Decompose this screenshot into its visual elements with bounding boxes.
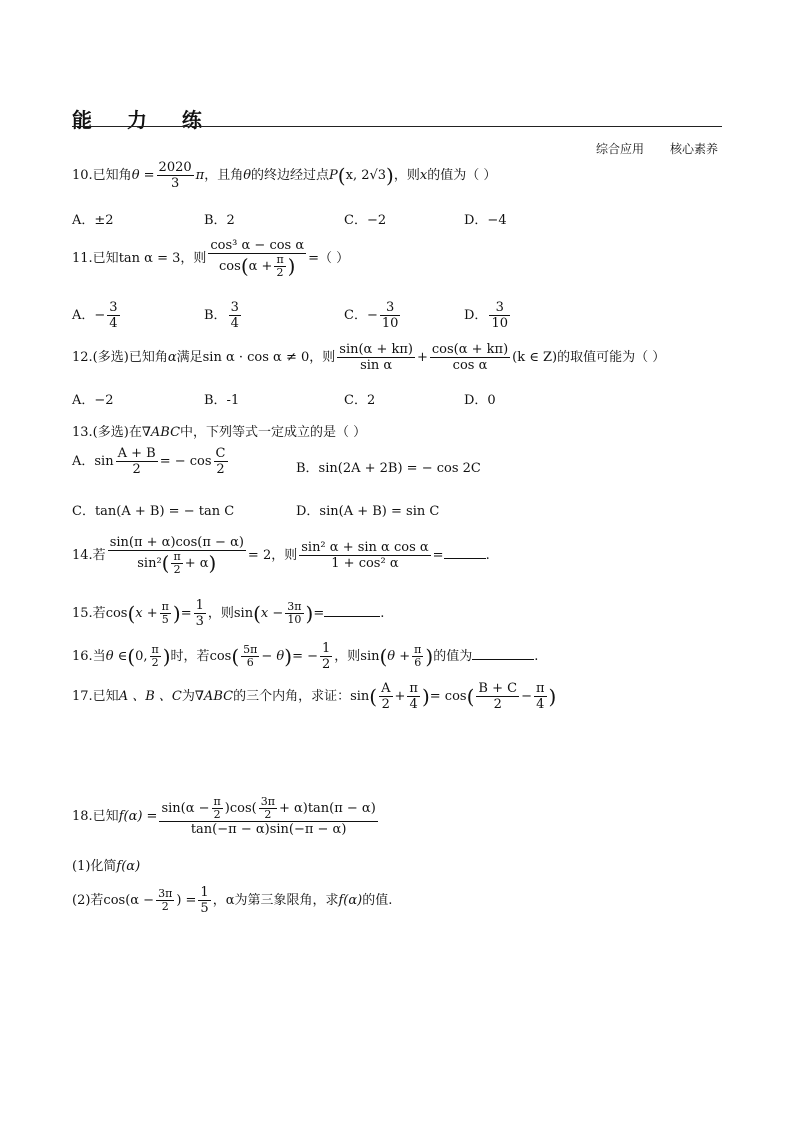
q14-den: sin²( $\frac{\pi}{2}$ + α) bbox=[137, 550, 217, 576]
q10-middle2: 的终边经过点 bbox=[251, 168, 330, 183]
q10-theta-eq: θ = bbox=[131, 168, 155, 183]
q16-theta-in: θ ∈ bbox=[105, 649, 128, 664]
q14-num: sin(π + α)cos(π − α) bbox=[109, 535, 244, 550]
q10-tail: ，则 bbox=[393, 168, 420, 183]
q16-minus-theta: − θ bbox=[261, 649, 285, 664]
q17-minus: − bbox=[521, 689, 532, 704]
q13-option-d: D．sin(A + B) = sin C bbox=[296, 504, 440, 519]
q11-b-label: B． bbox=[204, 308, 227, 323]
q12-k: (k ∈ Z) bbox=[512, 350, 558, 365]
q16-two2: 2 bbox=[321, 657, 331, 672]
q18-den: tan(−π − α)sin(−π − α) bbox=[190, 822, 347, 837]
q12-option-c: C．2 bbox=[344, 393, 376, 408]
q17-sin: sin bbox=[350, 689, 370, 704]
q10-middle: ，且角 bbox=[204, 168, 244, 183]
question-18 bbox=[72, 796, 380, 837]
q17-frac2 bbox=[407, 681, 420, 712]
q14-mid: ，则 bbox=[271, 548, 298, 563]
q13-a-den: 2 bbox=[132, 462, 141, 477]
q17-triangle: ∇ABC bbox=[194, 689, 234, 704]
q15-eq2: = bbox=[313, 606, 325, 621]
q12-prefix: 12.(多选)已知角 bbox=[72, 350, 168, 365]
q16-cos: cos bbox=[209, 649, 232, 664]
q15-frac1 bbox=[160, 601, 171, 626]
q18-part2-two: 2 bbox=[161, 900, 169, 913]
question-12 bbox=[72, 342, 665, 373]
q17-mid2: 的三个内角，求证： bbox=[233, 689, 351, 704]
q12-cond: sin α · cos α ≠ 0 bbox=[202, 350, 310, 365]
q16-frac3 bbox=[320, 641, 332, 672]
q16-pi2: π bbox=[414, 643, 422, 656]
q13-a-mid: = − cos bbox=[159, 454, 212, 469]
q11-den: cos(α + $\frac{\pi}{2}$ ) bbox=[219, 253, 296, 279]
q17-plus: + bbox=[394, 689, 406, 704]
q12-plus: + bbox=[416, 350, 428, 365]
q18-part2-eq: ) = bbox=[176, 893, 197, 908]
question-15: 15.若cos(x + $\frac{\pi}{5}$ )= $\frac{1}{3}$ ，则sin(x − $\frac{3\pi}{10}$ )= . bbox=[72, 598, 385, 629]
q16-answer-blank[interactable] bbox=[472, 658, 534, 660]
q10-point-coords: x, 2√3 bbox=[345, 168, 387, 183]
q16-end-text: 的值为 bbox=[433, 649, 473, 664]
q17-two2: 2 bbox=[493, 697, 502, 712]
q12-f1-num: sin(α + kπ) bbox=[339, 342, 413, 357]
q10-option-b: B．2 bbox=[204, 213, 235, 228]
q14-den-sin: sin² bbox=[137, 556, 162, 571]
q16-six2: 6 bbox=[414, 656, 422, 669]
q10-point: P bbox=[329, 168, 338, 183]
question-10: 10.已知角θ = $\frac{2020}{3}$ π，且角θ的终边经过点P(x, 2√3)，则x的值为（ ） bbox=[72, 160, 497, 191]
q17-four: 4 bbox=[409, 697, 418, 712]
q14-eq: = 2 bbox=[247, 548, 272, 563]
q12-end: 的取值可能为（ ） bbox=[557, 350, 666, 365]
q15-frac3 bbox=[285, 601, 303, 626]
q12-frac2 bbox=[430, 342, 510, 373]
q18-num-c: + α)tan(π − α) bbox=[278, 801, 376, 816]
q11-a-label: A．− bbox=[72, 308, 106, 323]
q13-a-den2: 2 bbox=[216, 462, 225, 477]
q14-prefix: 14.若 bbox=[72, 548, 106, 563]
q18-num-two-b: 2 bbox=[264, 808, 272, 821]
q11-c-den: 10 bbox=[381, 316, 399, 331]
q12-alpha: α bbox=[167, 350, 177, 365]
q16-eq: = − bbox=[292, 649, 318, 664]
q18-f: f(α) = bbox=[118, 809, 158, 824]
q18-part1 bbox=[72, 855, 140, 874]
q15-x2: x − bbox=[260, 606, 284, 621]
q15-ten: 10 bbox=[287, 613, 302, 626]
q16-mid2: ，则 bbox=[334, 649, 361, 664]
q15-cos: cos bbox=[105, 606, 128, 621]
q11-d-num: 3 bbox=[489, 300, 510, 316]
question-16: 16.当θ ∈(0, $\frac{\pi}{2}$ )时，若cos( $\frac{5\pi}{6}$ − θ)= − $\frac{1}{2}$ ，则sin(θ + $\frac{\pi}{6}$ )的值为 . bbox=[72, 641, 539, 672]
q12-frac1 bbox=[337, 342, 415, 373]
q16-six: 6 bbox=[246, 656, 254, 669]
q17-mid: 为 bbox=[181, 689, 195, 704]
q14-den-frac bbox=[171, 551, 182, 576]
q15-answer-blank[interactable] bbox=[324, 615, 380, 617]
q13-a-num: A + B bbox=[117, 446, 156, 461]
q11-end: =（ ） bbox=[308, 251, 350, 266]
q11-option-c bbox=[344, 300, 402, 331]
q15-prefix: 15.若 bbox=[72, 606, 106, 621]
q17-four2: 4 bbox=[536, 697, 545, 712]
q16-two: 2 bbox=[151, 656, 159, 669]
q11-option-b bbox=[204, 300, 243, 331]
q17-pi2: π bbox=[535, 681, 545, 696]
q18-num bbox=[159, 796, 377, 822]
q17-pi: π bbox=[409, 681, 418, 696]
q18-part2-frac1 bbox=[156, 888, 174, 913]
q15-one: 1 bbox=[195, 598, 204, 613]
q18-part2-five: 5 bbox=[200, 901, 209, 916]
q15-eq: = bbox=[180, 606, 192, 621]
q16-one: 1 bbox=[321, 641, 331, 656]
q17-frac1 bbox=[379, 681, 392, 712]
q14-num2: sin² α + sin α cos α bbox=[301, 540, 429, 555]
q15-frac2 bbox=[194, 598, 206, 629]
q13-a-frac2 bbox=[214, 446, 228, 477]
q13-prefix: 13.(多选)在 bbox=[72, 425, 142, 440]
q18-num-pi: π bbox=[213, 795, 221, 808]
q15-threepi: 3π bbox=[287, 600, 302, 613]
q18-part2-mid: ，α为第三象限角，求 bbox=[212, 893, 339, 908]
q13-option-a bbox=[72, 446, 230, 477]
q10-pi: π bbox=[195, 168, 205, 183]
q12-f2-den: cos α bbox=[452, 358, 488, 373]
q13-option-b: B．sin(2A + 2B) = − cos 2C bbox=[296, 461, 481, 476]
q17-a: A bbox=[381, 681, 391, 696]
q14-frac2 bbox=[299, 540, 430, 571]
tag-core: 核心素养 bbox=[670, 142, 719, 156]
q15-sin: sin bbox=[233, 606, 254, 621]
q10-option-c: C．−2 bbox=[344, 213, 387, 228]
q16-theta-plus: θ + bbox=[387, 649, 411, 664]
q15-five: 5 bbox=[161, 613, 169, 626]
q16-frac2 bbox=[241, 644, 259, 669]
q18-part2-end: 的值. bbox=[362, 893, 393, 908]
q13-a-num2: C bbox=[215, 446, 226, 461]
q11-den-frac bbox=[274, 254, 285, 279]
q11-den-alpha: α + bbox=[248, 259, 273, 274]
q10-option-d: D．−4 bbox=[464, 213, 507, 228]
q10-option-a: A．±2 bbox=[72, 213, 114, 228]
q15-end: . bbox=[380, 606, 385, 621]
q11-c-label: C．− bbox=[344, 308, 378, 323]
q14-answer-blank[interactable] bbox=[444, 557, 486, 559]
q14-den2: 1 + cos² α bbox=[331, 556, 399, 571]
q17-prefix: 17.已知 bbox=[72, 689, 119, 704]
q11-fraction bbox=[208, 238, 306, 279]
question-11 bbox=[72, 238, 349, 279]
q12-option-d: D．0 bbox=[464, 393, 496, 408]
q18-num-two: 2 bbox=[213, 808, 221, 821]
q16-fivepi: 5π bbox=[243, 643, 258, 656]
q10-prefix: 10.已知角 bbox=[72, 168, 132, 183]
q14-eq2: = bbox=[432, 548, 444, 563]
tag-comprehensive: 综合应用 bbox=[596, 142, 645, 156]
question-14 bbox=[72, 535, 490, 576]
q18-num-3pi: 3π bbox=[260, 795, 275, 808]
q18-num-b: )cos( bbox=[224, 801, 257, 816]
q14-den-pi: π bbox=[173, 550, 181, 563]
q11-d-frac bbox=[489, 300, 510, 331]
q16-sin: sin bbox=[360, 649, 380, 664]
q10-theta: θ bbox=[243, 168, 252, 183]
q11-b-den: 4 bbox=[230, 316, 239, 331]
q17-frac3 bbox=[476, 681, 519, 712]
q18-part2-3pi: 3π bbox=[158, 887, 173, 900]
q16-pi: π bbox=[151, 643, 159, 656]
q15-three: 3 bbox=[195, 614, 204, 629]
q14-den-alpha: + α bbox=[184, 556, 209, 571]
q13-triangle: ∇ABC bbox=[141, 425, 181, 440]
q18-part1-f: f(α) bbox=[116, 859, 141, 874]
q11-option-d bbox=[464, 300, 512, 331]
q18-part2-f: f(α) bbox=[338, 893, 363, 908]
q18-part2-prefix: (2)若 bbox=[72, 893, 104, 908]
q11-b-num: 3 bbox=[230, 300, 239, 315]
q10-fraction bbox=[157, 160, 194, 191]
q12-cond-text: 满足 bbox=[176, 350, 203, 365]
q16-frac1 bbox=[150, 644, 161, 669]
q13-option-c: C．tan(A + B) = − tan C bbox=[72, 504, 235, 519]
q17-frac4 bbox=[534, 681, 547, 712]
q15-mid: ，则 bbox=[207, 606, 234, 621]
q11-b-frac bbox=[229, 300, 241, 331]
q17-two: 2 bbox=[381, 697, 390, 712]
q10-den: 3 bbox=[170, 176, 180, 191]
q18-num-a: sin(α − bbox=[161, 801, 210, 816]
q11-num: cos³ α − cos α bbox=[210, 238, 305, 253]
q18-num-frac1 bbox=[212, 796, 223, 821]
q11-den-pi: π bbox=[276, 253, 284, 266]
q15-pi: π bbox=[161, 600, 169, 613]
q12-f1-den: sin α bbox=[360, 358, 393, 373]
q11-d-label: D． bbox=[464, 308, 488, 323]
q11-den-two: 2 bbox=[276, 266, 284, 279]
q18-part2-cos: cos(α − bbox=[103, 893, 155, 908]
q13-a-label: A．sin bbox=[72, 454, 114, 469]
q18-part2-frac2 bbox=[198, 885, 210, 916]
q10-x: x bbox=[419, 168, 428, 183]
q16-prefix: 16.当 bbox=[72, 649, 106, 664]
q11-c-num: 3 bbox=[380, 300, 401, 316]
q13-a-frac1 bbox=[116, 446, 158, 477]
q11-den-cos: cos bbox=[219, 259, 241, 274]
q16-zero: 0, bbox=[135, 649, 148, 664]
q11-cond: tan α = 3 bbox=[118, 251, 181, 266]
q11-a-den: 4 bbox=[109, 316, 118, 331]
q14-frac1 bbox=[108, 535, 246, 576]
q14-den-two: 2 bbox=[173, 563, 181, 576]
q11-prefix: 11.已知 bbox=[72, 251, 119, 266]
q18-part2 bbox=[72, 885, 392, 916]
q11-mid: ，则 bbox=[180, 251, 207, 266]
q16-end: . bbox=[534, 649, 539, 664]
q13-end: 中，下列等式一定成立的是（ ） bbox=[180, 425, 367, 440]
q12-f2-num: cos(α + kπ) bbox=[431, 342, 509, 357]
q15-x: x + bbox=[135, 606, 158, 621]
question-17: 17.已知A 、B 、C为∇ABC的三个内角，求证：sin( $\frac{A}{2}$ + $\frac{\pi}{4}$ )= cos( $\frac{B + C}{2}$ − $\frac{\pi}{4}$ ) bbox=[72, 681, 557, 712]
q12-option-b: B．-1 bbox=[204, 393, 240, 408]
q18-num-frac2 bbox=[259, 796, 277, 821]
q11-a-frac bbox=[107, 300, 119, 331]
q11-c-frac bbox=[380, 300, 401, 331]
q18-part2-one: 1 bbox=[200, 885, 209, 900]
q10-end: 的值为（ ） bbox=[427, 168, 497, 183]
q12-option-a: A．−2 bbox=[72, 393, 114, 408]
q10-num: 2020 bbox=[158, 160, 192, 175]
q16-mid: 时，若 bbox=[170, 649, 210, 664]
q12-mid: ，则 bbox=[309, 350, 336, 365]
q11-d-den: 10 bbox=[491, 316, 508, 331]
q17-abc: A 、B 、C bbox=[118, 689, 182, 704]
q11-a-num: 3 bbox=[109, 300, 118, 315]
q17-bc: B + C bbox=[478, 681, 518, 696]
question-13 bbox=[72, 421, 366, 440]
q18-prefix: 18.已知 bbox=[72, 809, 119, 824]
q14-end: . bbox=[485, 548, 490, 563]
q16-frac4 bbox=[412, 644, 423, 669]
q17-eq: = cos bbox=[429, 689, 467, 704]
title-rule bbox=[72, 126, 722, 127]
section-title: 能 力 练 bbox=[72, 108, 216, 132]
q18-fraction bbox=[159, 796, 377, 837]
q11-option-a bbox=[72, 300, 122, 331]
q18-part1-text: (1)化简 bbox=[72, 859, 117, 874]
